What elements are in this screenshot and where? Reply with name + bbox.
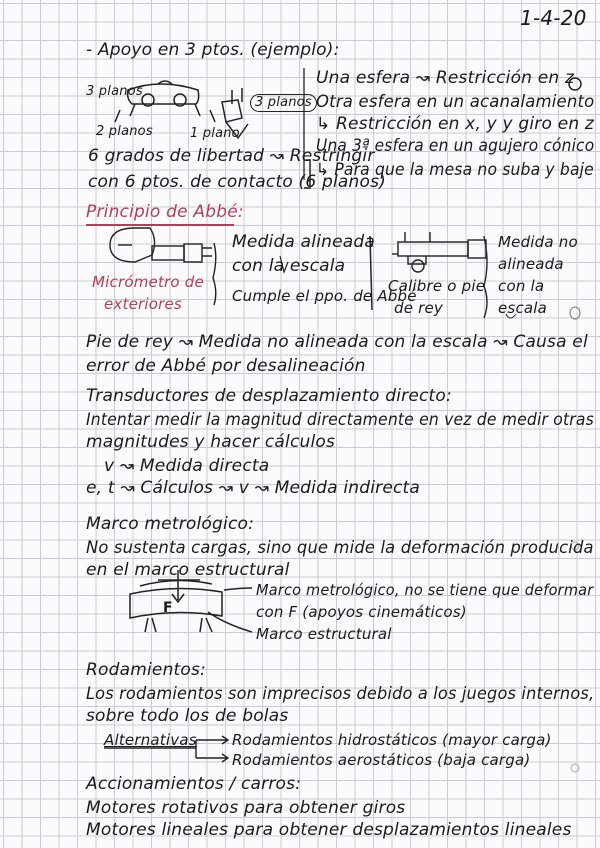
micrometer-sketch [110,228,212,262]
section-title-accionamientos: Accionamientos / carros: [86,774,302,794]
transductores-line-4: e, t ↝ Cálculos ↝ v ↝ Medida indirecta [86,478,421,498]
punch-hole-icon [570,307,580,319]
abbe-middle-line-2: con la escala [232,256,346,276]
alternatives-label: Alternativas [104,731,197,749]
abbe-right-line-4: escala [498,299,548,317]
sketch-label-1plano: 1 plano [190,126,240,141]
dof-line-1: 6 grados de libertad ↝ Restringir [88,146,375,166]
marco-annotation-1: Marco metrológico, no se tiene que deformar [256,581,594,599]
section-title-marco: Marco metrológico: [86,514,255,534]
transductores-line-1: Intentar medir la magnitud directamente en vez de medir otras [86,410,594,430]
restriction-line-2: Otra esfera en un acanalamiento [316,92,595,112]
dof-line-2: con 6 ptos. de contacto (6 planos) [88,172,386,192]
alternative-option-1: Rodamientos hidrostáticos (mayor carga) [232,731,552,749]
micrometer-label-2: exteriores [104,295,182,313]
caliper-sketch [392,232,486,272]
sketch-label-3planos-right: 3 planos [250,94,317,112]
micrometer-label-1: Micrómetro de [92,273,204,291]
section-title-abbe: Principio de Abbé: [86,202,244,222]
restriction-line-4: Una 3ª esfera en un agujero cónico [316,136,595,156]
force-label: F [163,600,173,616]
section-title-transductores: Transductores de desplazamiento directo: [86,386,452,406]
marco-line-1: No sustenta cargas, sino que mide la deformación producida [86,538,594,558]
caliper-note-line-2: error de Abbé por desalineación [86,356,366,376]
abbe-right-line-3: con la [498,277,545,295]
abbe-middle-line-1: Medida alineada [232,232,375,252]
page-date: 1-4-20 [520,6,587,30]
sketch-label-3planos-left: 3 planos [86,84,143,99]
abbe-middle-line-3: Cumple el ppo. de Abbé [232,287,417,305]
restriction-line-3: ↳ Restricción en x, y y giro en z [316,114,595,134]
rodamientos-line-1: Los rodamientos son imprecisos debido a los juegos internos, [86,684,595,704]
caliper-note-line-1: Pie de rey ↝ Medida no alineada con la escala ↝ Causa el [86,332,588,352]
alternative-option-2: Rodamientos aerostáticos (baja carga) [232,751,531,769]
abbe-right-line-1: Medida no [498,233,578,251]
sketch-label-2planos: 2 planos [96,124,153,139]
caliper-label-1: Calibre o pie [388,277,486,295]
punch-hole-icon [571,764,579,772]
accionamientos-line-1: Motores rotativos para obtener giros [86,798,406,818]
marco-annotation-3: Marco estructural [256,625,392,643]
transductores-line-3: v ↝ Medida directa [104,456,270,476]
rodamientos-line-2: sobre todo los de bolas [86,706,289,726]
title-underline [86,224,234,226]
transductores-line-2: magnitudes y hacer cálculos [86,432,336,452]
accionamientos-line-2: Motores lineales para obtener desplazamientos lineales [86,820,572,840]
marco-line-2: en el marco estructural [86,560,290,580]
section-title-rodamientos: Rodamientos: [86,660,206,680]
section-title-apoyo: - Apoyo en 3 ptos. (ejemplo): [86,40,340,60]
restriction-line-1: Una esfera ↝ Restricción en z [316,68,575,88]
caliper-label-2: de rey [394,299,443,317]
restriction-line-5: ↳ Para que la mesa no suba y baje [316,160,594,180]
abbe-right-line-2: alineada [498,255,564,273]
marco-annotation-2: con F (apoyos cinemáticos) [256,603,467,621]
